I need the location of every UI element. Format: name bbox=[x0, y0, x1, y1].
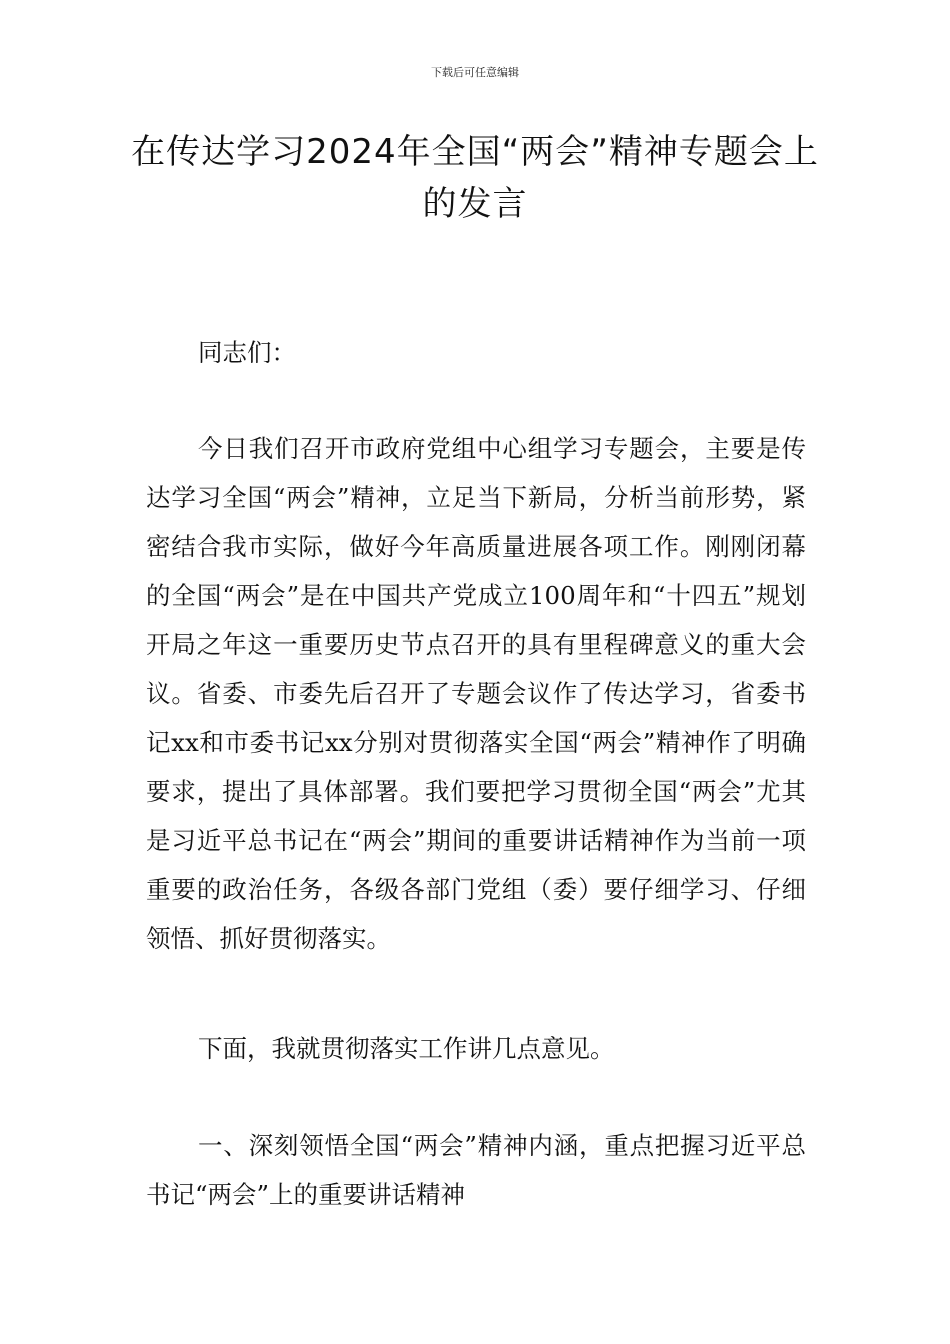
transition-paragraph: 下面，我就贯彻落实工作讲几点意见。 bbox=[198, 1034, 615, 1063]
salutation-paragraph: 同志们： bbox=[198, 338, 296, 367]
intro-paragraph: 今日我们召开市政府党组中心组学习专题会，主要是传达学习全国“两会”精神，立足当下新局，分析当前形势，紧密结合我市实际，做好今年高质量进展各项工作。刚刚闭幕的全国“两会”是在中国共产党成立100周年和“十四五”规划开局之年这一重要历史节点召开的具有里程碑意义的重大会议。省委、市委先后召开了专题会议作了传达学习，省委书记xx和市委书记xx分别对贯彻落实全国“两会”精神作了明确要求，提出了具体部署。我们要把学习贯彻全国“两会”尤其是习近平总书记在“两会”期间的重要讲话精神作为当前一项重要的政治任务，各级各部门党组（委）要仔细学习、仔细领悟、抓好贯彻落实。 bbox=[146, 434, 806, 953]
section-heading-1: 一、深刻领悟全国“两会”精神内涵，重点把握习近平总书记“两会”上的重要讲话精神 bbox=[146, 1131, 806, 1209]
document-title: 在传达学习2024年全国“两会”精神专题会上的发言 bbox=[131, 132, 819, 224]
header-note: 下载后可任意编辑 bbox=[431, 66, 519, 79]
